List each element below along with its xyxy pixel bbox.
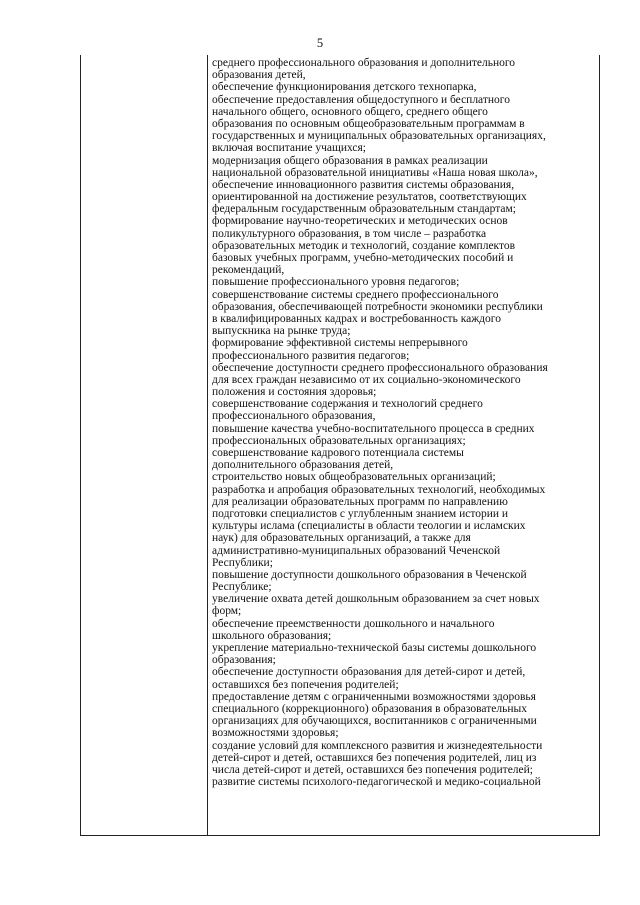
- text-line: создание условий для комплексного развития и жизнедеятельности: [212, 739, 543, 752]
- page-number: 5: [316, 36, 324, 50]
- text-line: развитие системы психолого-педагогической и медико-социальной: [212, 776, 541, 789]
- text-line: культуры ислама (специалисты в области теологии и исламских: [212, 520, 526, 533]
- text-line: увеличение охвата детей дошкольным образованием за счет новых: [212, 593, 540, 606]
- text-line: профессиональных образовательных организациях;: [212, 434, 466, 447]
- text-line: образования детей,: [212, 69, 306, 82]
- text-line: профессионального образования,: [212, 410, 376, 423]
- text-line: среднего профессионального образования и дополнительного: [212, 57, 516, 69]
- text-line: положения и состояния здоровья;: [212, 386, 377, 399]
- text-line: обеспечение инновационного развития системы образования,: [212, 178, 515, 191]
- text-line: Республики;: [212, 556, 273, 569]
- text-line: подготовки специалистов с углубленным знанием истории и: [212, 507, 509, 520]
- text-line: Республике;: [212, 581, 272, 594]
- text-line: административно-муниципальных образований Чеченской: [212, 544, 501, 557]
- text-line: образовательных методик и технологий, создание комплектов: [212, 239, 516, 252]
- text-line: организациях для обучающихся, воспитанников с ограниченными: [212, 715, 537, 728]
- text-line: форм;: [212, 605, 242, 618]
- text-line: национальной образовательной инициативы «Наша новая школа»,: [212, 166, 538, 179]
- text-line: образования по основным общеобразовательным программам в: [212, 117, 525, 130]
- text-line: базовых учебных программ, учебно-методических пособий и: [212, 252, 514, 264]
- text-line: повышение профессионального уровня педагогов;: [212, 276, 460, 289]
- document-table: [80, 55, 600, 836]
- text-line: разработка и апробация образовательных технологий, необходимых: [212, 483, 546, 496]
- text-line: совершенствование системы среднего профессионального: [212, 288, 499, 301]
- text-line: повышение качества учебно-воспитательного процесса в средних: [212, 422, 535, 435]
- text-line: обеспечение преемственности дошкольного и начального: [212, 617, 495, 630]
- text-line: дополнительного образования детей,: [212, 459, 394, 472]
- text-line: строительство новых общеобразовательных организаций;: [212, 471, 496, 484]
- text-line: повышение доступности дошкольного образования в Чеченской: [212, 568, 527, 581]
- text-line: детей-сирот и детей, оставшихся без попечения родителей, лиц из: [212, 751, 537, 764]
- content-column: [212, 57, 597, 788]
- text-line: для всех граждан независимо от их социально-экономического: [212, 373, 521, 386]
- text-line: включая воспитание учащихся;: [212, 142, 366, 155]
- text-line: обеспечение предоставления общедоступного и бесплатного: [212, 93, 510, 106]
- text-line: укрепление материально-технической базы системы дошкольного: [212, 642, 537, 654]
- text-line: обеспечение функционирования детского технопарка,: [212, 81, 477, 94]
- text-line: образования;: [212, 654, 276, 667]
- text-line: профессионального развития педагогов;: [212, 349, 410, 362]
- text-line: оставшихся без попечения родителей;: [212, 678, 399, 691]
- text-line: ориентированной на достижение результатов, соответствующих: [212, 191, 527, 204]
- text-line: выпускника на рынке труда;: [212, 325, 351, 338]
- text-line: образования, обеспечивающей потребности экономики республики: [212, 300, 543, 313]
- text-line: совершенствование содержания и технологий среднего: [212, 398, 483, 411]
- text-line: совершенствование кадрового потенциала системы: [212, 447, 464, 459]
- text-line: поликультурного образования, в том числе – разработка: [212, 227, 487, 240]
- text-line: обеспечение доступности образования для детей-сирот и детей,: [212, 666, 526, 679]
- text-line: для реализации образовательных программ по направлению: [212, 495, 508, 508]
- text-line: числа детей-сирот и детей, оставшихся без попечения родителей;: [212, 763, 533, 776]
- text-line: школьного образования;: [212, 629, 332, 642]
- text-line: возможностями здоровья;: [212, 727, 339, 740]
- text-line: государственных и муниципальных образовательных организациях,: [212, 130, 546, 143]
- text-line: предоставление детям с ограниченными возможностями здоровья: [212, 690, 536, 703]
- text-line: федеральным государственным образовательным стандартам;: [212, 203, 517, 216]
- text-line: наук) для образовательных организаций, а также для: [212, 532, 471, 545]
- text-line: специального (коррекционного) образования в образовательных: [212, 702, 527, 715]
- text-line: модернизация общего образования в рамках реализации: [212, 154, 488, 167]
- column-divider: [207, 55, 208, 835]
- text-line: начального общего, основного общего, среднего общего: [212, 105, 488, 118]
- text-line: рекомендаций,: [212, 264, 285, 277]
- text-line: формирование эффективной системы непрерывного: [212, 337, 468, 350]
- text-line: обеспечение доступности среднего профессионального образования: [212, 361, 548, 374]
- text-line: в квалифицированных кадрах и востребованность каждого: [212, 312, 501, 325]
- text-line: формирование научно-теоретических и методических основ: [212, 215, 508, 228]
